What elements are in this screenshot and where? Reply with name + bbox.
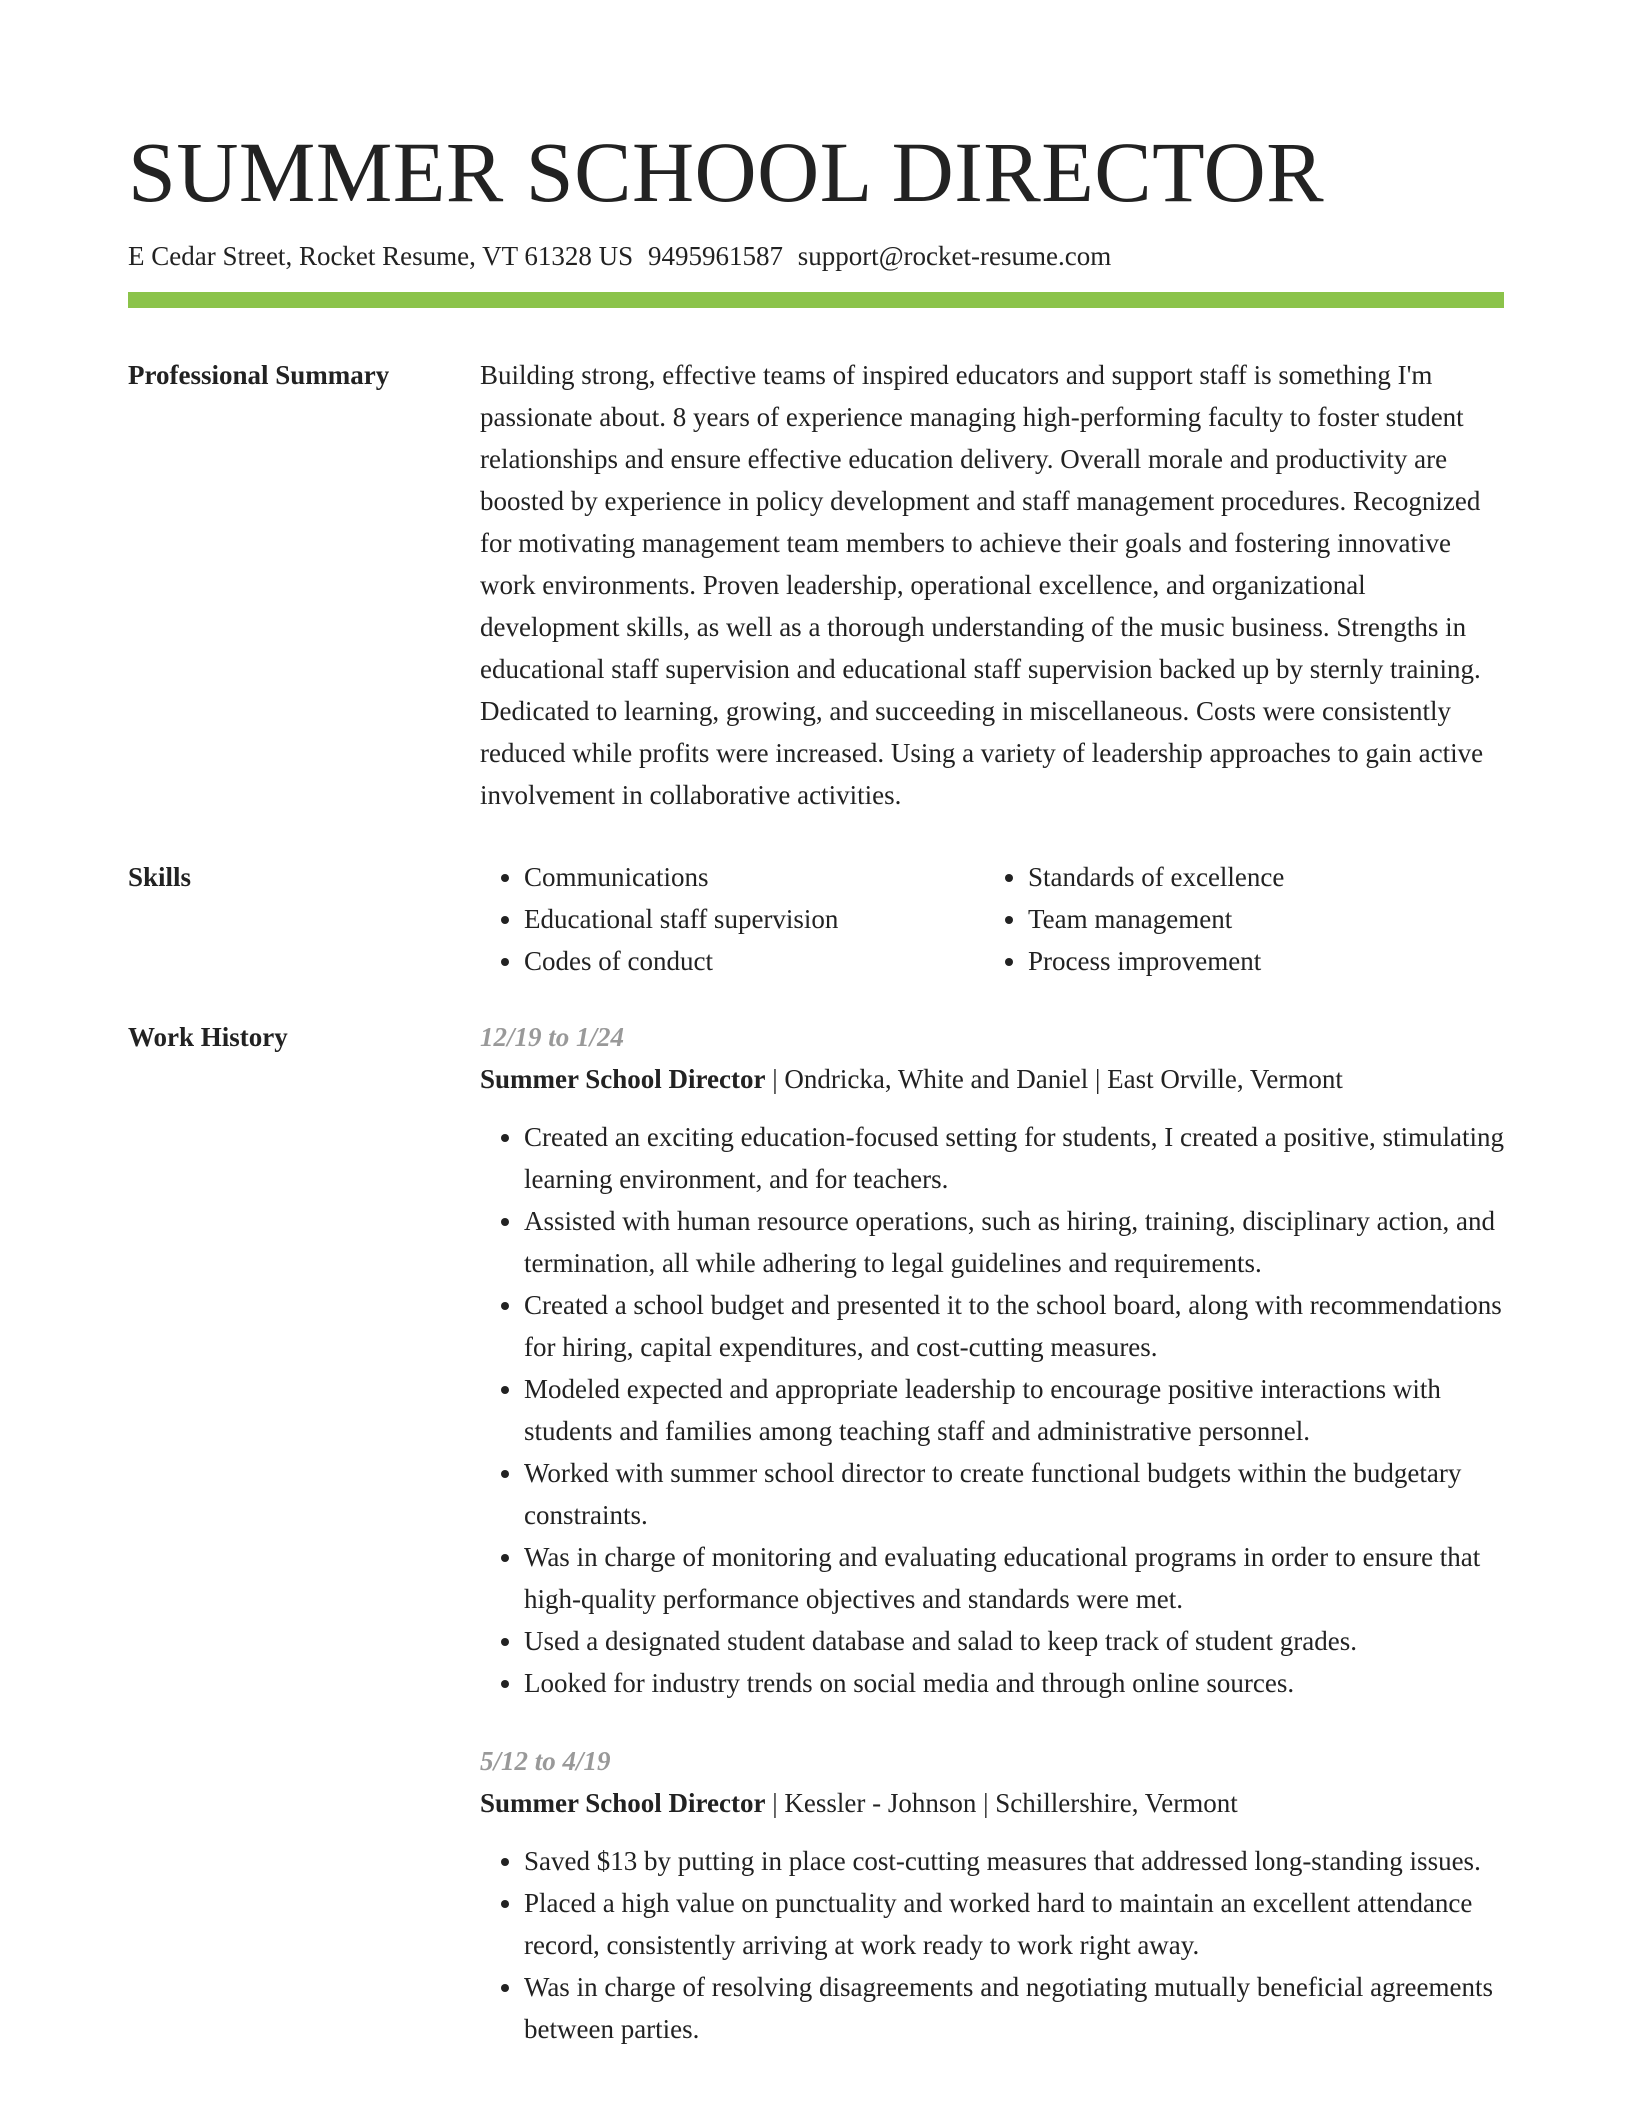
skill-item: • Standards of excellence	[1028, 856, 1488, 898]
contact-address: E Cedar Street, Rocket Resume, VT 61328 US	[128, 241, 634, 271]
skill-item: • Communications	[524, 856, 984, 898]
job-details: | Kessler - Johnson | Schillershire, Vermont	[765, 1788, 1238, 1818]
work-body	[480, 1016, 1504, 2086]
summary-text: Building strong, effective teams of inspired educators and support staff is something I'm passionate about. 8 years of experience managing high-performing faculty to foster student relationships and ensure effective education delivery. Overall morale and productivity are boosted by experience in policy development and staff management procedures. Recognized for motivating management team members to achieve their goals and fostering innovative work environments. Proven leadership, operational excellence, and organizational development skills, as well as a thorough understanding of the music business. Strengths in educational staff supervision and educational staff supervision backed up by sternly training. Dedicated to learning, growing, and succeeding in miscellaneous. Costs were consistently reduced while profits were increased. Using a variety of leadership approaches to gain active involvement in collaborative activities.	[480, 360, 1484, 810]
summary-section	[128, 354, 1504, 816]
job-bullet: • Was in charge of resolving disagreements and negotiating mutually beneficial agreements between parties.	[524, 1966, 1504, 2050]
skill-item: • Educational staff supervision	[524, 898, 984, 940]
job-bullets	[480, 1840, 1504, 2050]
job-entry	[480, 1740, 1504, 2050]
job-bullet: • Was in charge of monitoring and evaluating educational programs in order to ensure that high-quality performance objectives and standards were met.	[524, 1536, 1504, 1620]
skill-item: • Process improvement	[1028, 940, 1488, 982]
contact-phone: 9495961587	[647, 241, 783, 271]
job-title: Summer School Director	[480, 1064, 766, 1094]
job-title-line	[480, 1782, 1504, 1824]
skills-section	[128, 856, 1504, 982]
job-bullet: • Worked with summer school director to create functional budgets within the budgetary constraints.	[524, 1452, 1504, 1536]
job-bullet: • Used a designated student database and salad to keep track of student grades.	[524, 1620, 1504, 1662]
skills-list-right	[984, 856, 1488, 982]
job-bullet: • Saved $13 by putting in place cost-cutting measures that addressed long-standing issues.	[524, 1840, 1504, 1882]
job-bullet: • Created an exciting education-focused setting for students, I created a positive, stimulating learning environment, and for teachers.	[524, 1116, 1504, 1200]
job-bullet: • Looked for industry trends on social media and through online sources.	[524, 1662, 1504, 1704]
work-section	[128, 1016, 1504, 2086]
job-bullet: • Placed a high value on punctuality and worked hard to maintain an excellent attendance record, consistently arriving at work ready to work right away.	[524, 1882, 1504, 1966]
job-title-line	[480, 1058, 1504, 1100]
job-bullet: • Modeled expected and appropriate leadership to encourage positive interactions with students and families among teaching staff and administrative personnel.	[524, 1368, 1504, 1452]
job-entry	[480, 1016, 1504, 1704]
header-divider	[128, 292, 1504, 308]
skill-item: • Codes of conduct	[524, 940, 984, 982]
job-title: Summer School Director	[480, 1788, 766, 1818]
work-heading: Work History	[128, 1022, 288, 1052]
skills-grid	[480, 856, 1504, 982]
job-dates: 12/19 to 1/24	[480, 1022, 625, 1052]
job-bullet: • Assisted with human resource operations, such as hiring, training, disciplinary action, and termination, all while adhering to legal guidelines and requirements.	[524, 1200, 1504, 1284]
job-dates: 5/12 to 4/19	[480, 1746, 611, 1776]
job-details: | Ondricka, White and Daniel | East Orville, Vermont	[765, 1064, 1343, 1094]
job-bullet: • Created a school budget and presented it to the school board, along with recommendations for hiring, capital expenditures, and cost-cutting measures.	[524, 1284, 1504, 1368]
skill-item: • Team management	[1028, 898, 1488, 940]
resume-page	[128, 0, 1504, 2086]
contact-line	[128, 236, 1504, 276]
job-bullets	[480, 1116, 1504, 1704]
summary-heading: Professional Summary	[128, 360, 390, 390]
contact-email: support@rocket-resume.com	[797, 241, 1112, 271]
summary-body	[480, 354, 1504, 816]
resume-title: SUMMER SCHOOL DIRECTOR	[128, 124, 1325, 220]
skills-heading: Skills	[128, 862, 192, 892]
skills-list-left	[480, 856, 984, 982]
